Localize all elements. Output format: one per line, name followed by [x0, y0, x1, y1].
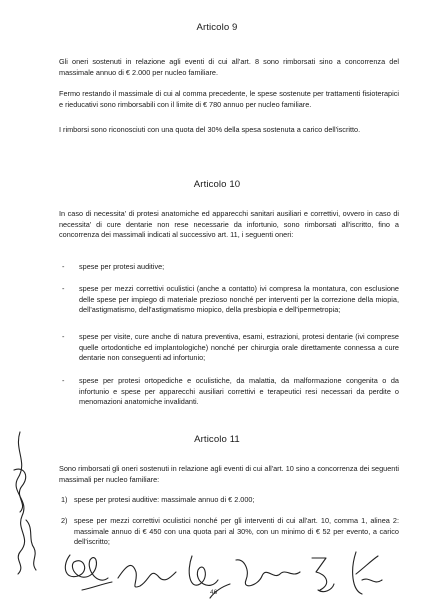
signature-1	[65, 555, 112, 590]
signature-4	[236, 560, 300, 586]
article-10-title: Articolo 10	[193, 179, 241, 190]
signature-5	[312, 558, 334, 592]
article-10-item-3: spese per visite, cure anche di natura preventiva, esami, estrazioni, protesi dentarie (ivi comprese quelle ortodontiche ed implantologiche) nonché per chirurgia orale direttamente connessa a cure dentarie non conseguenti ad infortunio;	[79, 332, 399, 363]
margin-initials	[14, 469, 26, 512]
bullet-mark: -	[62, 262, 65, 271]
article-9-title: Articolo 9	[196, 22, 238, 33]
margin-initials	[16, 432, 25, 574]
margin-initials	[26, 520, 36, 570]
article-10-item-1: spese per protesi auditive;	[79, 262, 165, 271]
bullet-mark: -	[62, 284, 65, 293]
article-10-intro: In caso di necessita' di protesi anatomiche ed apparecchi sanitari ausiliari e correttivi, ovvero in caso di necessita' di cure dentarie non rese necessarie da infortunio, sono rimborsati all'iscritto, fino a concorrenza dei massimali indicati al successivo art. 11, i seguenti oneri:	[59, 209, 399, 240]
article-10-item-2: spese per mezzi correttivi oculistici (anche a contatto) ivi compresa la montatura, con esclusione delle spese per impiego di materiale prezioso nonché per interventi per la correzione della miopia, dell'astigmatismo, dell'astigmatismo miopico, della presbiopia e dell'ipermetropia;	[79, 284, 399, 315]
signature-6	[353, 552, 382, 594]
article-9-paragraph-2: Fermo restando il massimale di cui al comma precedente, le spese sostenute per trattamenti fisioterapici e rieducativi sono rimborsabili con il limite di € 780 annuo per nucleo familiare.	[59, 89, 399, 109]
article-11-item-1: spese per protesi auditive: massimale annuo di € 2.000;	[74, 495, 255, 504]
article-11-title: Articolo 11	[194, 434, 240, 445]
bullet-mark: -	[62, 332, 65, 341]
signature-2	[118, 565, 176, 587]
article-10-item-4: spese per protesi ortopediche e oculistiche, da malattia, da malformazione congenita o da infortunio e spese per apparecchi ausiliari correttivi e terapeutici resi necessari da perdite o menomazioni anatomiche invalidanti.	[79, 376, 399, 407]
article-9-paragraph-3: I rimborsi sono riconosciuti con una quota del 30% della spesa sostenuta a carico dell'iscritto.	[59, 125, 361, 134]
article-11-intro: Sono rimborsati gli oneri sostenuti in relazione agli eventi di cui all'art. 10 sino a concorrenza dei seguenti massimali per nucleo familiare:	[59, 464, 399, 484]
page-number: 46	[210, 589, 218, 596]
bullet-mark: -	[62, 376, 65, 385]
article-11-item-2-number: 2)	[61, 516, 68, 525]
article-9-paragraph-1: Gli oneri sostenuti in relazione agli eventi di cui all'art. 8 sono rimborsati sino a concorrenza del massimale annuo di € 2.000 per nucleo familiare.	[59, 57, 399, 77]
article-11-item-1-number: 1)	[61, 495, 68, 504]
article-11-item-2: spese per mezzi correttivi oculistici nonché per gli interventi di cui all'art. 10, comma 1, alinea 2: massimale annuo di € 450 con una quota pari al 30%, con un minimo di € 52 per evento, a carico dell'iscritto;	[74, 516, 399, 547]
